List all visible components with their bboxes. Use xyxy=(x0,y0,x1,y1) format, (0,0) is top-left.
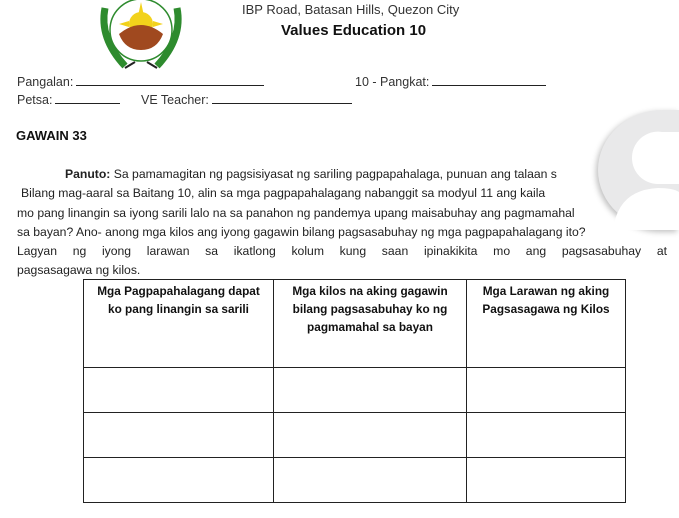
table-cell[interactable] xyxy=(84,368,274,413)
column-header: Mga kilos na aking gagawin bilang pagsasabuhay ko ng pagmamahal sa bayan xyxy=(274,280,467,368)
person-silhouette-icon xyxy=(598,110,679,230)
table-cell[interactable] xyxy=(274,368,467,413)
section-field[interactable] xyxy=(355,74,546,89)
name-blank[interactable] xyxy=(76,74,264,86)
instruction-line: Panuto: Sa pamamagitan ng pagsisiyasat ng sariling pagpapahalaga, punuan ang talaan s xyxy=(65,167,557,181)
instruction-label: Panuto: xyxy=(65,167,111,181)
table-cell[interactable] xyxy=(84,413,274,458)
subject-title: Values Education 10 xyxy=(281,22,427,39)
teacher-blank[interactable] xyxy=(212,92,352,104)
school-seal-icon xyxy=(95,0,187,76)
instruction-line: Lagyan ng iyong larawan sa ikatlong kolum kung saan ipinakikita mo ang pagsasabuhay at xyxy=(17,244,667,259)
section-label: 10 - Pangkat: xyxy=(355,75,430,89)
school-address: IBP Road, Batasan Hills, Quezon City xyxy=(242,2,460,17)
user-avatar-icon[interactable] xyxy=(598,110,679,230)
table-cell[interactable] xyxy=(274,458,467,503)
name-label: Pangalan: xyxy=(17,75,74,89)
instruction-line: mo pang linangin sa iyong sarili lalo na sa panahon ng pandemya upang maisabuhay ang pagmamahal xyxy=(17,205,575,220)
table-header-row xyxy=(84,280,626,368)
section-blank[interactable] xyxy=(432,74,546,86)
date-label: Petsa: xyxy=(17,93,53,107)
table-cell[interactable] xyxy=(467,368,626,413)
date-field[interactable] xyxy=(17,92,120,107)
table-row xyxy=(84,368,626,413)
teacher-field[interactable] xyxy=(141,92,352,107)
column-header: Mga Larawan ng aking Pagsasagawa ng Kilos xyxy=(467,280,626,368)
instruction-line: Bilang mag-aaral sa Baitang 10, alin sa mga pagpapahalagang nabanggit sa modyul 11 ang kaila xyxy=(21,186,546,201)
table-row xyxy=(84,458,626,503)
table-row xyxy=(84,413,626,458)
teacher-label: VE Teacher: xyxy=(141,93,209,107)
activity-title: GAWAIN 33 xyxy=(16,128,87,143)
table-cell[interactable] xyxy=(84,458,274,503)
instruction-line: sa bayan? Ano- anong mga kilos ang iyong gagawin bilang pagsasabuhay ng mga pagpapahalagang ito? xyxy=(17,224,586,239)
table-cell[interactable] xyxy=(467,458,626,503)
table-cell[interactable] xyxy=(467,413,626,458)
instructions xyxy=(17,165,667,281)
column-header: Mga Pagpapahalagang dapat ko pang linangin sa sarili xyxy=(84,280,274,368)
values-table xyxy=(83,279,626,503)
table-cell[interactable] xyxy=(274,413,467,458)
date-blank[interactable] xyxy=(55,92,120,104)
name-field[interactable] xyxy=(17,74,264,89)
instruction-line: pagsasagawa ng kilos. xyxy=(17,263,141,278)
